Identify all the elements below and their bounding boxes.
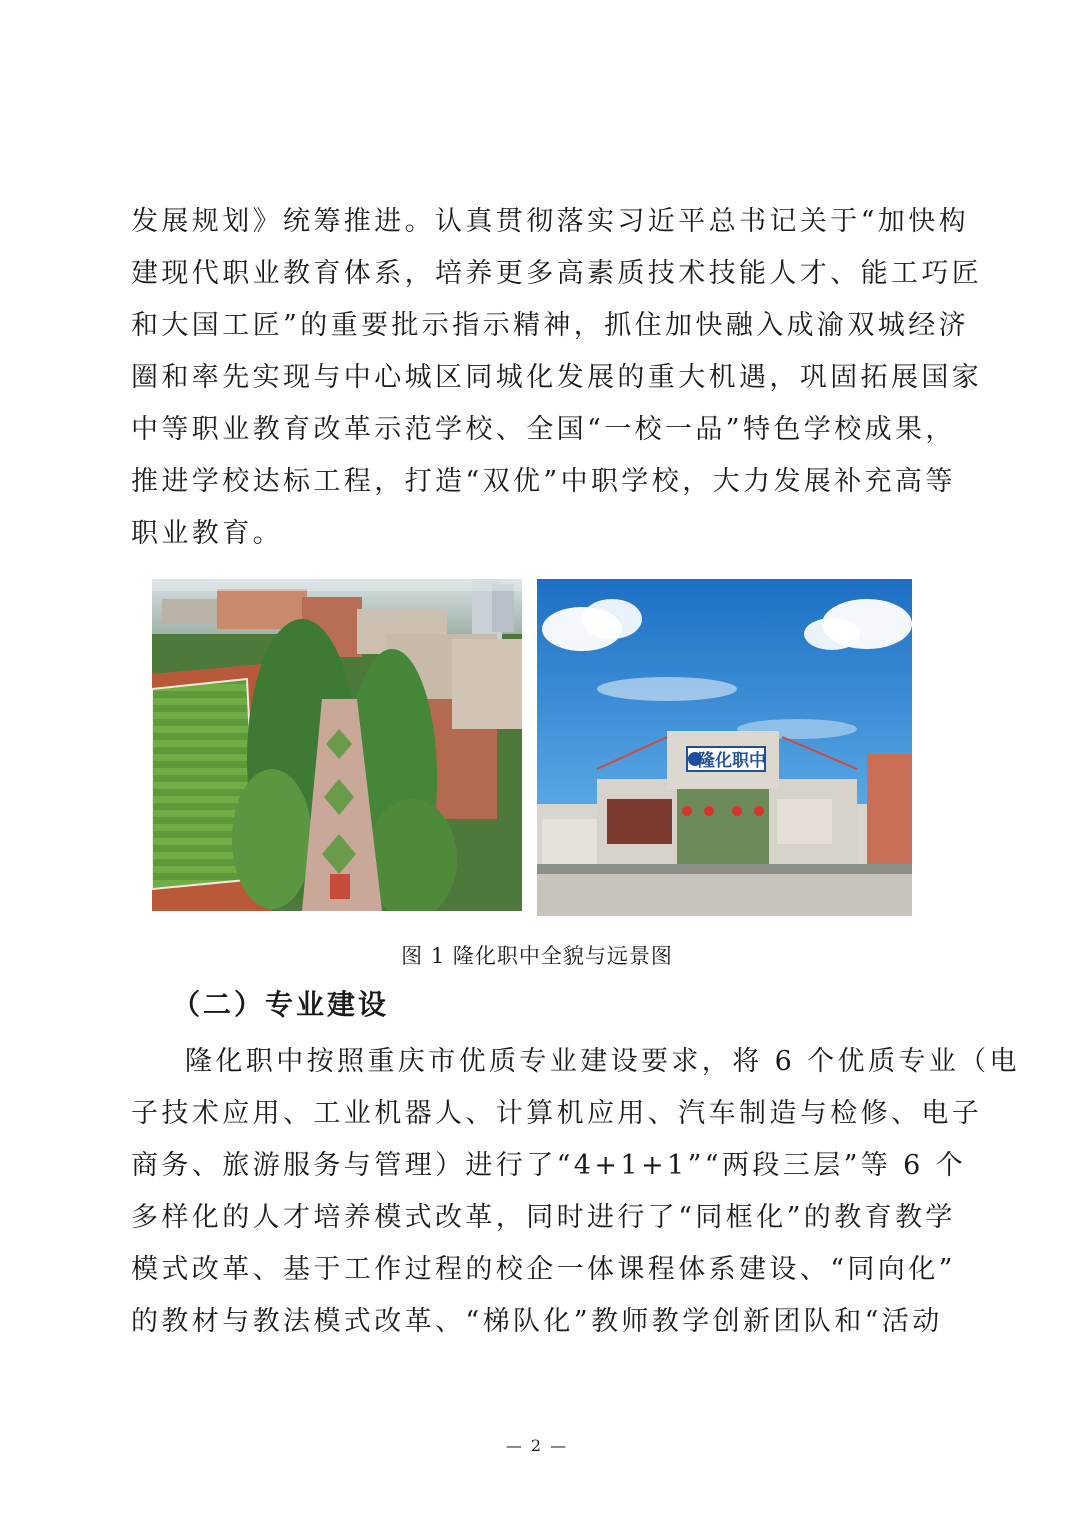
text-line: 子技术应用、工业机器人、计算机应用、汽车制造与检修、电子 [131,1098,983,1129]
text-line: 隆化职中按照重庆市优质专业建设要求，将 6 个优质专业（电 [185,1046,1020,1077]
text-line: 推进学校达标工程，打造“双优”中职学校，大力发展补充高等 [131,466,956,497]
paragraph-specialty [131,1036,1020,1348]
text-line: 圈和率先实现与中心城区同城化发展的重大机遇，巩固拓展国家 [131,362,983,393]
campus-aerial-photo [152,579,522,911]
text-line: 和大国工匠”的重要批示指示精神，抓住加快融入成渝双城经济 [131,310,970,341]
school-gate-photo [537,579,912,916]
text-line: 的教材与教法模式改革、“梯队化”教师教学创新团队和“活动 [131,1306,943,1337]
gate-sign-text: 隆化职中 [698,751,766,771]
section-heading: （二）专业建设 [172,988,390,1021]
figure-photos [152,579,912,911]
text-line: 职业教育。 [131,518,283,549]
text-line: 多样化的人才培养模式改革，同时进行了“同框化”的教育教学 [131,1202,956,1233]
text-line: 建现代职业教育体系，培养更多高素质技术技能人才、能工巧匠 [131,258,983,289]
text-line: 模式改革、基于工作过程的校企一体课程体系建设、“同向化” [131,1254,956,1285]
text-line: 中等职业教育改革示范学校、全国“一校一品”特色学校成果， [131,414,956,445]
text-line: 发展规划》统筹推进。认真贯彻落实习近平总书记关于“加快构 [131,206,970,237]
figure-caption: 图 1 隆化职中全貌与远景图 [401,944,673,968]
paragraph-plan [131,196,983,560]
text-line: 商务、旅游服务与管理）进行了“4+1+1”“两段三层”等 6 个 [131,1150,967,1181]
page-number: — 2 — [505,1436,569,1455]
